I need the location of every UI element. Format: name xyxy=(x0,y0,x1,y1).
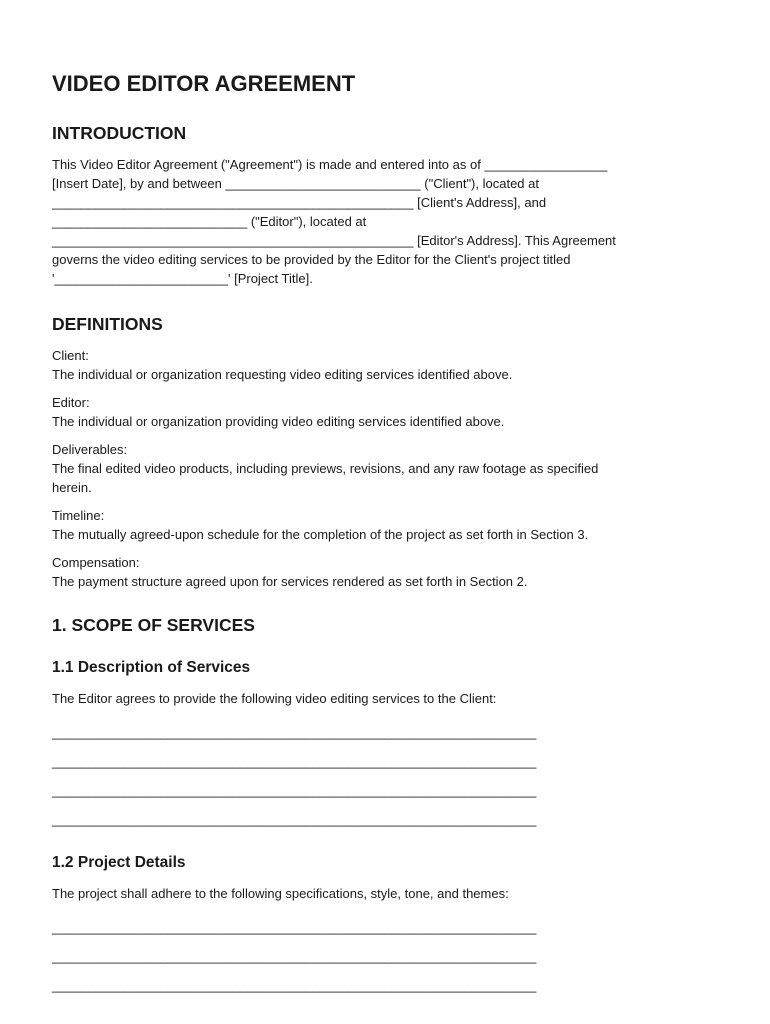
subsection-1-1-heading: 1.1 Description of Services xyxy=(52,659,251,676)
definition-term: Client: xyxy=(52,348,89,363)
intro-line: [Insert Date], by and between ___________________________ ("Client"), located at xyxy=(52,176,539,191)
definition-item xyxy=(52,440,718,497)
intro-line: ___________________________ ("Editor"), located at xyxy=(52,214,367,229)
section-1-heading: 1. SCOPE OF SERVICES xyxy=(52,615,255,635)
definition-description: The payment structure agreed upon for services rendered as set forth in Section 2. xyxy=(52,574,528,589)
definition-description: The final edited video products, including previews, revisions, and any raw footage as specified xyxy=(52,461,599,476)
definition-term: Compensation: xyxy=(52,555,140,570)
fill-in-line: ___________________________________________________________________ xyxy=(52,783,537,798)
intro-line: __________________________________________________ [Editor's Address]. This Agreement xyxy=(52,233,616,248)
subsection-1-2-heading: 1.2 Project Details xyxy=(52,854,186,871)
services-blank-lines xyxy=(52,718,718,834)
project-details-blank-lines xyxy=(52,913,718,1000)
intro-line: __________________________________________________ [Client's Address], and xyxy=(52,195,547,210)
definitions-heading: DEFINITIONS xyxy=(52,314,163,334)
fill-in-line: ___________________________________________________________________ xyxy=(52,812,537,827)
intro-line: governs the video editing services to be provided by the Editor for the Client's project titled xyxy=(52,252,571,267)
definition-item xyxy=(52,346,718,384)
definition-item xyxy=(52,553,718,591)
fill-in-line: ___________________________________________________________________ xyxy=(52,920,537,935)
intro-line: This Video Editor Agreement ("Agreement") is made and entered into as of _________________ xyxy=(52,157,608,172)
definition-item xyxy=(52,506,718,544)
definitions-list xyxy=(52,346,718,591)
definition-term: Deliverables: xyxy=(52,442,128,457)
definition-item xyxy=(52,393,718,431)
definition-description: The individual or organization providing video editing services identified above. xyxy=(52,414,505,429)
subsection-1-2-text: The project shall adhere to the following specifications, style, tone, and themes: xyxy=(52,886,509,901)
intro-line: '________________________' [Project Title]. xyxy=(52,271,313,286)
definition-term: Timeline: xyxy=(52,508,105,523)
subsection-1-1-text: The Editor agrees to provide the following video editing services to the Client: xyxy=(52,691,497,706)
definition-description: The mutually agreed-upon schedule for the completion of the project as set forth in Section 3. xyxy=(52,527,589,542)
document-title: VIDEO EDITOR AGREEMENT xyxy=(52,71,356,96)
introduction-heading: INTRODUCTION xyxy=(52,123,187,143)
fill-in-line: ___________________________________________________________________ xyxy=(52,949,537,964)
introduction-paragraph xyxy=(52,155,718,288)
definition-description: The individual or organization requesting video editing services identified above. xyxy=(52,367,513,382)
definition-description-continued: herein. xyxy=(52,480,92,495)
fill-in-line: ___________________________________________________________________ xyxy=(52,754,537,769)
fill-in-line: ___________________________________________________________________ xyxy=(52,978,537,993)
fill-in-line: ___________________________________________________________________ xyxy=(52,725,537,740)
definition-term: Editor: xyxy=(52,395,90,410)
